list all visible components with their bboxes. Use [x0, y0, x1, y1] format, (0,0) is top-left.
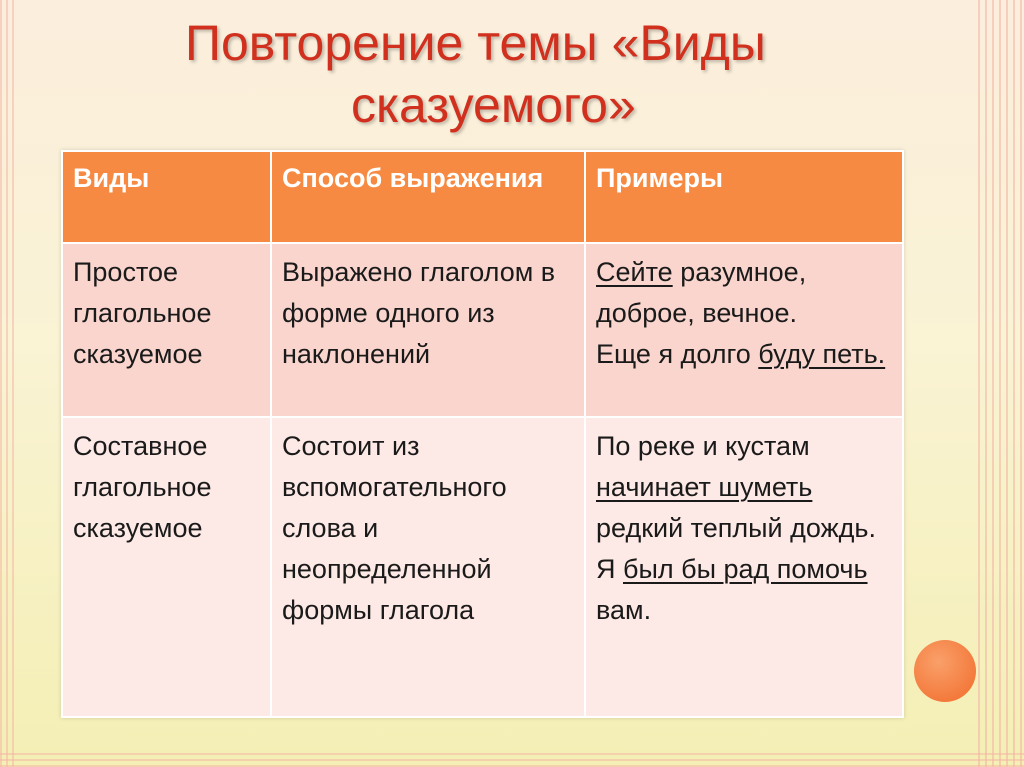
table-header-row	[62, 151, 903, 243]
example-text: Я	[596, 554, 623, 584]
slide-title-line1: Повторение темы «Виды	[185, 15, 766, 71]
cell-method: Состоит из вспомогательного слова и неопределенной формы глагола	[271, 417, 585, 717]
cell-examples	[585, 417, 903, 717]
decorative-frame-left	[0, 0, 14, 767]
header-examples: Примеры	[585, 151, 903, 243]
example-line	[596, 252, 892, 334]
example-text: разумное, доброе, вечное.	[596, 257, 807, 328]
decorative-circle	[914, 640, 976, 702]
cell-examples	[585, 243, 903, 417]
slide-title	[185, 12, 905, 136]
decorative-frame-right	[978, 0, 1024, 767]
example-line	[596, 549, 892, 631]
table-row	[62, 243, 903, 417]
header-kinds: Виды	[62, 151, 271, 243]
example-text: редкий теплый дождь.	[596, 513, 876, 543]
cell-kind: Составное глагольное сказуемое	[62, 417, 271, 717]
example-predicate: был бы рад помочь	[623, 554, 868, 584]
predicate-types-table	[61, 150, 904, 718]
table-row	[62, 417, 903, 717]
example-text: вам.	[596, 595, 652, 625]
decorative-frame-bottom	[0, 753, 1024, 767]
example-text: Еще я долго	[596, 339, 759, 369]
cell-kind: Простое глагольное сказуемое	[62, 243, 271, 417]
example-text: По реке и кустам	[596, 431, 810, 461]
example-line	[596, 334, 892, 375]
header-method: Способ выражения	[271, 151, 585, 243]
example-line	[596, 426, 892, 549]
example-predicate: начинает шуметь	[596, 472, 813, 502]
example-predicate: буду петь.	[758, 339, 886, 369]
cell-method: Выражено глаголом в форме одного из наклонений	[271, 243, 585, 417]
slide-title-line2: сказуемого»	[351, 77, 636, 133]
example-predicate: Сейте	[596, 257, 673, 287]
